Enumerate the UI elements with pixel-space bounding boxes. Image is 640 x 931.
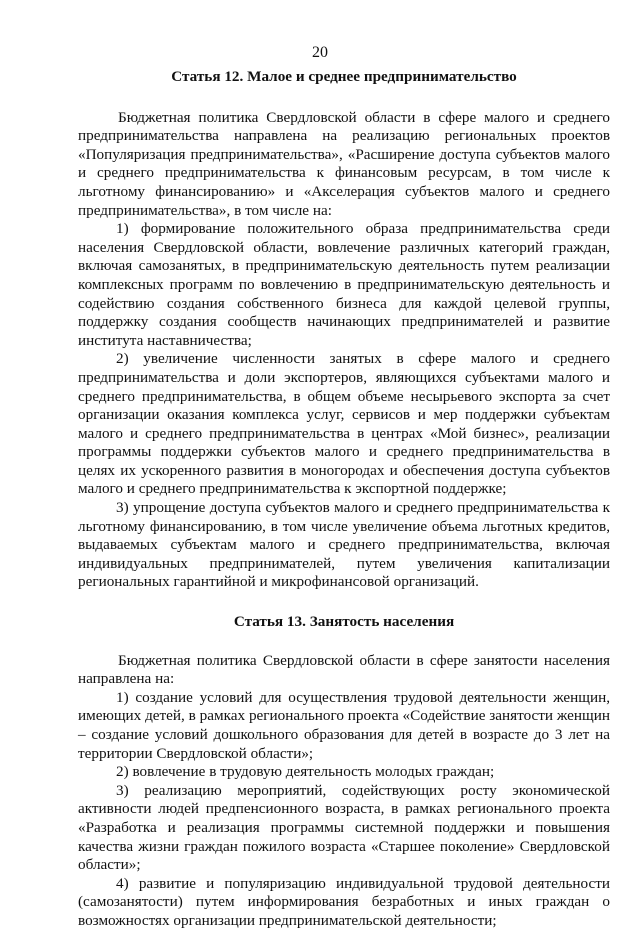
page-number: 20 bbox=[312, 44, 328, 61]
article-13 bbox=[78, 613, 610, 931]
article-12-intro: Бюджетная политика Свердловской области в сфере малого и среднего предпринимательства направлена на реализацию региональных проектов «Популяризация предпринимательства», «Расширение доступа субъектов малого и среднего предпринимательства к финансовым ресурсам, в том числе к льготному финансированию» и «Акселерация субъектов малого и среднего предпринимательства», в том числе на: bbox=[78, 108, 610, 219]
article-12-title: Статья 12. Малое и среднее предпринимательство bbox=[171, 68, 517, 85]
article-12-item-3: 3) упрощение доступа субъектов малого и среднего предпринимательства к льготному финансированию, в том числе увеличение объема льготных кредитов, выдаваемых субъектам малого и среднего предпринимательства, включая индивидуальных предпринимателей, путем увеличения капитализации региональных гарантийной и микрофинансовой организаций. bbox=[78, 499, 610, 591]
article-12-item-2: 2) увеличение численности занятых в сфере малого и среднего предпринимательства и доли экспортеров, являющихся субъектами малого и среднего предпринимательства, в общем объеме несырьевого экспорта за счет организации оказания комплекса услуг, сервисов и мер поддержки субъектам малого и среднего предпринимательства в центрах «Мой бизнес», реализации программы поддержки субъектов малого и среднего предпринимательства в целях их ускоренного развития в моногородах и обеспечения доступа субъектов малого и среднего предпринимательства к экспортной поддержке; bbox=[78, 350, 610, 498]
article-13-item-4: 4) развитие и популяризацию индивидуальной трудовой деятельности (самозанятости) путем информирования безработных и иных граждан о возможностях организации предпринимательской деятельности; bbox=[78, 874, 610, 929]
article-12 bbox=[78, 68, 610, 592]
article-12-item-1: 1) формирование положительного образа предпринимательства среди населения Свердловской области, вовлечение различных категорий граждан, включая самозанятых, в предпринимательскую деятельность путем реализации комплексных программ по вовлечению в предпринимательскую деятельность и содействию создания собственного бизнеса для каждой целевой группы, поддержку создания сообществ начинающих предпринимателей и развитие института наставничества; bbox=[78, 220, 610, 349]
article-13-intro: Бюджетная политика Свердловской области в сфере занятости населения направлена на: bbox=[78, 651, 610, 688]
article-13-item-3: 3) реализацию мероприятий, содействующих росту экономической активности людей предпенсионного возраста, в рамках регионального проекта «Разработка и реализация программы системной поддержки и повышения качества жизни граждан пожилого возраста «Старшее поколение» Свердловской области»; bbox=[78, 781, 610, 874]
article-13-title: Статья 13. Занятость населения bbox=[233, 613, 455, 631]
article-13-item-2: 2) вовлечение в трудовую деятельность молодых граждан; bbox=[116, 763, 495, 781]
article-13-item-1: 1) создание условий для осуществления трудовой деятельности женщин, имеющих детей, в рамках регионального проекта «Содействие занятости женщин – создание условий дошкольного образования для детей в возрасте до 3 лет на территории Свердловской области»; bbox=[78, 688, 610, 762]
document-body bbox=[78, 64, 610, 931]
